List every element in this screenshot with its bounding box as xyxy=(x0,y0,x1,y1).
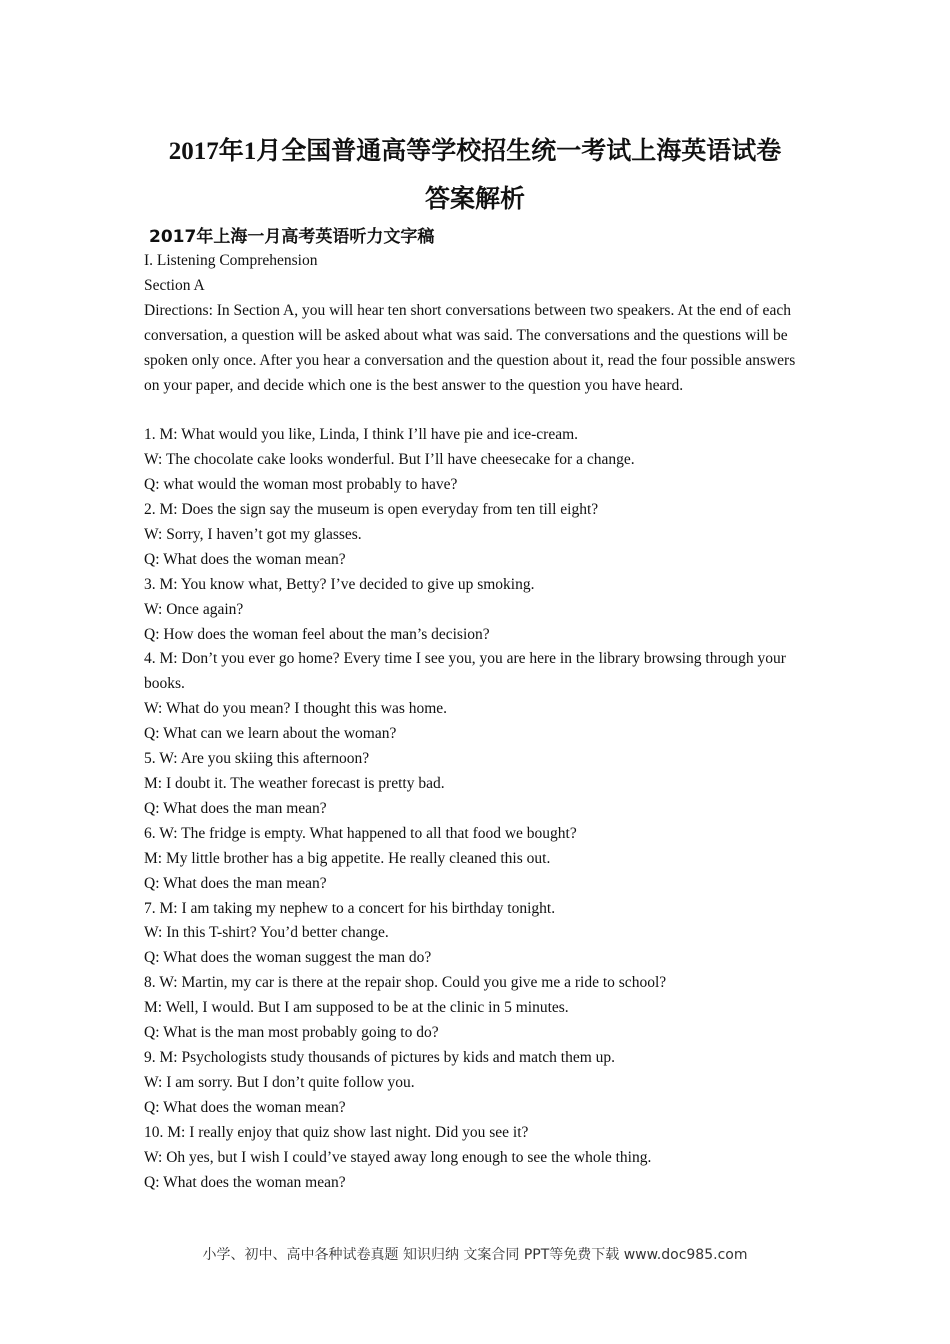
transcript-line: M: My little brother has a big appetite. He really cleaned this out. xyxy=(144,849,551,867)
directions-paragraph: Directions: In Section A, you will hear ten short conversations between two speakers. At the end of each conversation, a question will be asked about what was said. The conversations and the questions will be spoken only once. After you hear a conversation and the question about it, read the four possible answers on your paper, and decide which one is the best answer to the question you have heard. xyxy=(144,301,796,394)
transcript-line: W: The chocolate cake looks wonderful. But I’ll have cheesecake for a change. xyxy=(144,451,635,469)
document-title-line2: 答案解析 xyxy=(424,186,525,213)
document-subtitle: 2017年上海一月高考英语听力文字稿 xyxy=(149,227,435,247)
transcript-line: W: Oh yes, but I wish I could’ve stayed away long enough to see the whole thing. xyxy=(144,1148,652,1166)
transcript-line: Q: What does the woman mean? xyxy=(144,550,346,568)
page-footer: 小学、初中、高中各种试卷真题 知识归纳 文案合同 PPT等免费下载 www.doc985.com xyxy=(202,1247,748,1263)
transcript-line: Q: what would the woman most probably to have? xyxy=(144,476,458,494)
document-title-line1: 2017年1月全国普通高等学校招生统一考试上海英语试卷 xyxy=(168,138,782,165)
transcript-line: Q: What can we learn about the woman? xyxy=(144,725,397,743)
transcript-body xyxy=(144,249,810,1195)
transcript-line: 5. W: Are you skiing this afternoon? xyxy=(144,750,370,768)
transcript-line: W: Sorry, I haven’t got my glasses. xyxy=(144,525,362,543)
transcript-line: W: I am sorry. But I don’t quite follow you. xyxy=(144,1073,415,1091)
transcript-line: W: Once again? xyxy=(144,600,244,618)
transcript-line: Q: What does the woman mean? xyxy=(144,1173,346,1191)
transcript-line: M: Well, I would. But I am supposed to be at the clinic in 5 minutes. xyxy=(144,999,569,1017)
transcript-line: M: I doubt it. The weather forecast is pretty bad. xyxy=(144,775,445,793)
transcript-line: 10. M: I really enjoy that quiz show last night. Did you see it? xyxy=(144,1123,529,1141)
transcript-line: Q: What does the man mean? xyxy=(144,874,327,892)
transcript-line: 6. W: The fridge is empty. What happened to all that food we bought? xyxy=(144,824,577,842)
transcript-line: Q: What is the man most probably going to do? xyxy=(144,1024,439,1042)
blank-line xyxy=(144,398,810,423)
section-label: Section A xyxy=(144,276,205,294)
transcript-line: 1. M: What would you like, Linda, I think I’ll have pie and ice-cream. xyxy=(144,426,579,444)
transcript-line: 4. M: Don’t you ever go home? Every time I see you, you are here in the library browsing through your books. xyxy=(144,650,786,693)
transcript-line: W: In this T-shirt? You’d better change. xyxy=(144,924,389,942)
transcript-line: W: What do you mean? I thought this was home. xyxy=(144,700,448,718)
transcript-line: 2. M: Does the sign say the museum is open everyday from ten till eight? xyxy=(144,501,599,519)
transcript-line: Q: What does the woman mean? xyxy=(144,1098,346,1116)
transcript-line: 9. M: Psychologists study thousands of pictures by kids and match them up. xyxy=(144,1048,616,1066)
transcript-line: Q: How does the woman feel about the man’s decision? xyxy=(144,625,490,643)
transcript-line: 3. M: You know what, Betty? I’ve decided to give up smoking. xyxy=(144,575,535,593)
transcript-line: 7. M: I am taking my nephew to a concert for his birthday tonight. xyxy=(144,899,556,917)
transcript-line: 8. W: Martin, my car is there at the repair shop. Could you give me a ride to school? xyxy=(144,974,667,992)
section-heading: I. Listening Comprehension xyxy=(144,252,318,269)
transcript-line: Q: What does the woman suggest the man do? xyxy=(144,949,432,967)
transcript-line: Q: What does the man mean? xyxy=(144,799,327,817)
